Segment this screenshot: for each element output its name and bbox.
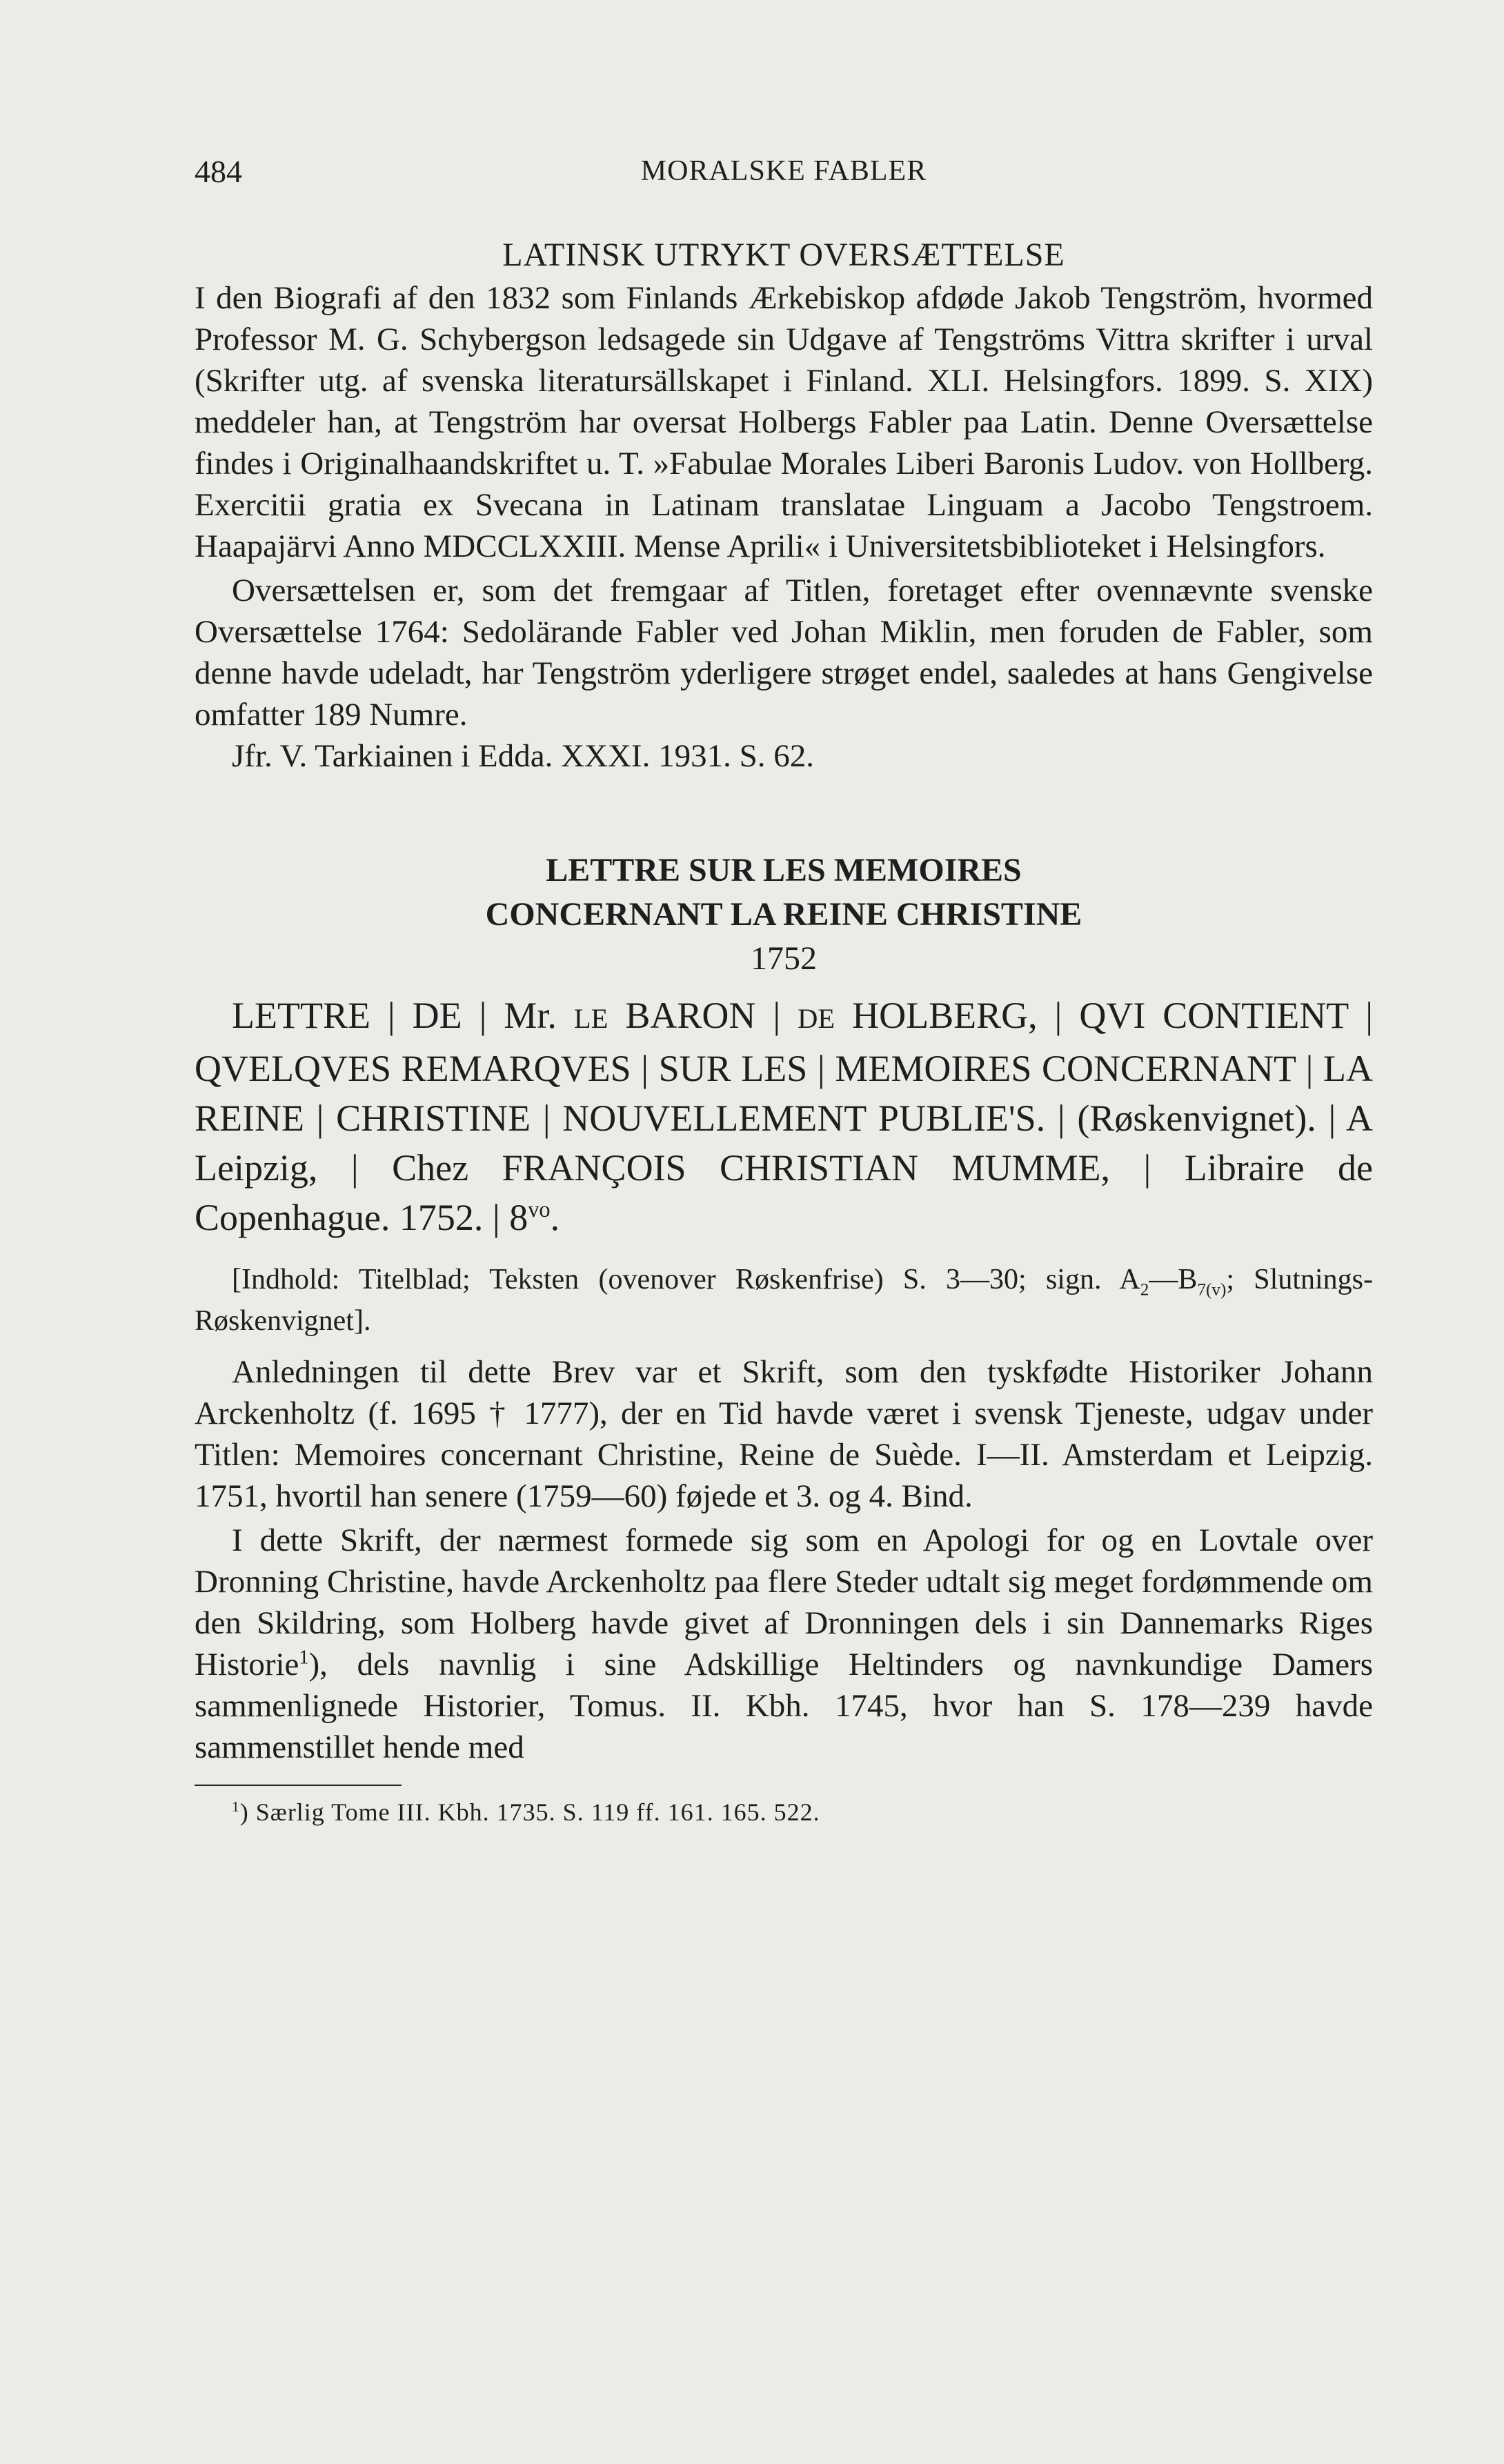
text-block bbox=[195, 233, 1373, 1830]
title-page-part-c: HOLBERG, | QVI CONTIENT | QVELQVES REMARQVES | SUR LES | MEMOIRES CONCERNANT | LA REINE | CHRISTINE | NOUVELLEMENT PUBLIE'S. | (Røskenvignet). | A Leipzig, | Chez FRANÇOIS CHRISTIAN MUMME, | Libraire de Copenhague. 1752. | 8 bbox=[195, 995, 1374, 1238]
paragraph-anledningen: Anledningen til dette Brev var et Skrift, som den tyskfødte Historiker Johann Arckenholtz (f. 1695 † 1777), der en Tid havde været i svensk Tjeneste, udgav under Titlen: Memoires concernant Christine, Reine de Suède. I—II. Amsterdam et Leipzig. 1751, hvortil han senere (1759—60) føjede et 3. og 4. Bind. bbox=[195, 1354, 1373, 1514]
title-page-vo: vo bbox=[528, 1198, 551, 1222]
content-note bbox=[195, 1259, 1373, 1342]
running-head bbox=[195, 153, 1373, 195]
title-page-le: LE bbox=[573, 1003, 608, 1034]
paragraph-i-dette-skrift-part-b: ), dels navnlig i sine Adskillige Heltinders og navnkundige Damers sammenlignede Historier, Tomus. II. Kbh. 1745, hvor han S. 178—239 havde sammenstillet hende med bbox=[195, 1647, 1373, 1765]
paragraph-i-dette-skrift bbox=[195, 1520, 1373, 1768]
footnote-rule bbox=[195, 1785, 402, 1786]
reference-tarkiainen: Jfr. V. Tarkiainen i Edda. XXXI. 1931. S. 62. bbox=[232, 738, 814, 774]
section-title-line-2: CONCERNANT LA REINE CHRISTINE bbox=[485, 896, 1082, 933]
paragraph-i-dette-skrift-part-a: I dette Skrift, der nærmest formede sig som en Apologi for og en Lovtale over Dronning Christine, havde Arckenholtz paa flere Steder udtalt sig meget fordømmende om den Skildring, som Holberg havde givet af Dronningen dels i sin Dannemarks Riges Historie bbox=[195, 1522, 1373, 1682]
title-page-transcription bbox=[195, 991, 1373, 1242]
title-page-de: DE bbox=[798, 1003, 835, 1034]
content-note-part-c: ; Slutnings-Røskenvignet]. bbox=[195, 1264, 1374, 1337]
content-note-sub-2: 7(v) bbox=[1197, 1280, 1227, 1300]
section-title-line-1: LETTRE SUR LES MEMOIRES bbox=[546, 852, 1022, 888]
content-note-sub-1: 2 bbox=[1140, 1280, 1149, 1300]
page-number: 484 bbox=[195, 154, 242, 189]
footnote bbox=[195, 1794, 1373, 1830]
paragraph-biografi: I den Biografi af den 1832 som Finlands Ærkebiskop afdøde Jakob Tengström, hvormed Professor M. G. Schybergson ledsagede sin Udgave af Tengströms Vittra skrifter i urval (Skrifter utg. af svenska literatursällskapet i Finland. XLI. Helsingfors. 1899. S. XIX) meddeler han, at Tengström har oversat Holbergs Fabler paa Latin. Denne Oversættelse findes i Originalhaandskriftet u. T. »Fabulae Morales Liberi Baronis Ludov. von Hollberg. Exercitii gratia ex Svecana in Latinam translatae Linguam a Jacobo Tengstroem. Haapajärvi Anno MDCCLXXIII. Mense Aprili« i Universitetsbiblioteket i Helsingfors. bbox=[195, 280, 1373, 564]
footnote-text: ) Særlig Tome III. Kbh. 1735. S. 119 ff. 161. 165. 522. bbox=[239, 1798, 820, 1826]
footnote-reference: 1 bbox=[299, 1647, 309, 1669]
title-page-part-b: BARON | bbox=[625, 995, 781, 1036]
content-note-part-a: [Indhold: Titelblad; Teksten (ovenover Røskenfrise) S. 3—30; sign. A bbox=[232, 1264, 1140, 1295]
footnote-marker: 1 bbox=[232, 1798, 240, 1815]
content-note-part-b: —B bbox=[1149, 1264, 1198, 1295]
section-title-lettre bbox=[195, 848, 1373, 937]
section-title-latinsk: LATINSK UTRYKT OVERSÆTTELSE bbox=[502, 237, 1065, 273]
paragraph-oversaettelsen: Oversættelsen er, som det fremgaar af Titlen, foretaget efter ovennævnte svenske Oversættelse 1764: Sedolärande Fabler ved Johan Miklin, men foruden de Fabler, som denne havde udeladt, har Tengström yderligere strøget endel, saaledes at hans Gengivelse omfatter 189 Numre. bbox=[195, 573, 1373, 733]
title-page-part-a: LETTRE | DE | Mr. bbox=[232, 995, 557, 1036]
running-title: MORALSKE FABLER bbox=[640, 155, 927, 187]
section-year: 1752 bbox=[751, 940, 817, 977]
title-page-end: . bbox=[550, 1197, 560, 1238]
